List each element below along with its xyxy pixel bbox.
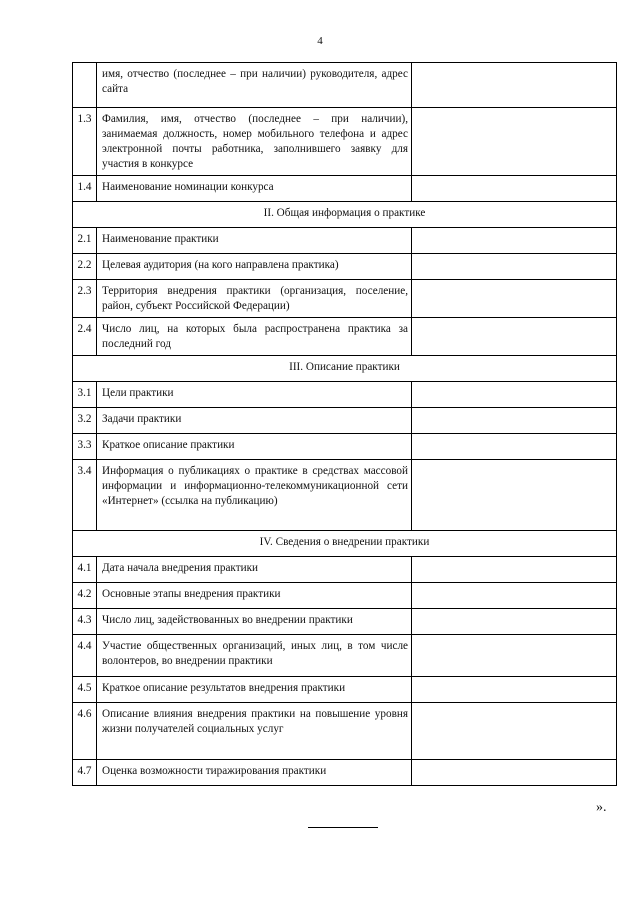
row-label: имя, отчество (последнее – при наличии) руководителя, адрес сайта [97,63,412,108]
section-header-row [73,356,617,382]
answer-cell[interactable] [412,63,617,108]
row-label: Число лиц, на которых была распространена практика за последний год [97,318,412,356]
answer-cell[interactable] [412,108,617,176]
answer-cell[interactable] [412,280,617,318]
row-label: Основные этапы внедрения практики [97,583,412,609]
form-row [73,583,617,609]
row-number: 4.7 [73,760,97,786]
form-row [73,635,617,677]
row-number: 4.6 [73,703,97,760]
answer-cell[interactable] [412,557,617,583]
row-number: 2.2 [73,254,97,280]
end-rule [308,827,378,828]
row-number: 3.4 [73,460,97,531]
row-number: 1.4 [73,176,97,202]
section-header-row [73,202,617,228]
row-label: Цели практики [97,382,412,408]
page-number: 4 [317,35,323,47]
answer-cell[interactable] [412,760,617,786]
form-row [73,176,617,202]
form-row [73,703,617,760]
form-row [73,609,617,635]
row-label: Краткое описание практики [97,434,412,460]
answer-cell[interactable] [412,254,617,280]
form-row [73,318,617,356]
form-row [73,677,617,703]
answer-cell[interactable] [412,408,617,434]
row-number: 2.1 [73,228,97,254]
row-label: Оценка возможности тиражирования практики [97,760,412,786]
answer-cell[interactable] [412,382,617,408]
form-row [73,434,617,460]
row-label: Наименование номинации конкурса [97,176,412,202]
row-label: Участие общественных организаций, иных лиц, в том числе волонтеров, во внедрении практики [97,635,412,677]
form-row [73,760,617,786]
form-row [73,408,617,434]
row-number: 4.4 [73,635,97,677]
row-number: 4.5 [73,677,97,703]
row-label: Информация о публикациях о практике в средствах массовой информации и информационно-телекоммуникационной сети «Интернет» (ссылка на публикацию) [97,460,412,531]
answer-cell[interactable] [412,460,617,531]
row-number: 1.3 [73,108,97,176]
section-header-row [73,531,617,557]
answer-cell[interactable] [412,228,617,254]
form-row [73,108,617,176]
row-label: Территория внедрения практики (организация, поселение, район, субъект Российской Федерации) [97,280,412,318]
row-number: 4.3 [73,609,97,635]
form-row [73,254,617,280]
row-label: Число лиц, задействованных во внедрении практики [97,609,412,635]
answer-cell[interactable] [412,176,617,202]
answer-cell[interactable] [412,703,617,760]
application-form-table [72,62,617,786]
answer-cell[interactable] [412,677,617,703]
form-row [73,460,617,531]
form-row [73,280,617,318]
form-row [73,228,617,254]
form-row [73,63,617,108]
row-number: 4.1 [73,557,97,583]
row-label: Целевая аудитория (на кого направлена практика) [97,254,412,280]
form-row [73,382,617,408]
answer-cell[interactable] [412,318,617,356]
answer-cell[interactable] [412,609,617,635]
row-number: 2.4 [73,318,97,356]
row-number: 3.1 [73,382,97,408]
row-label: Дата начала внедрения практики [97,557,412,583]
answer-cell[interactable] [412,434,617,460]
section-title: IV. Сведения о внедрении практики [73,531,617,557]
row-label: Описание влияния внедрения практики на повышение уровня жизни получателей социальных услуг [97,703,412,760]
row-label: Краткое описание результатов внедрения практики [97,677,412,703]
section-title: II. Общая информация о практике [73,202,617,228]
answer-cell[interactable] [412,635,617,677]
row-label: Задачи практики [97,408,412,434]
row-label: Фамилия, имя, отчество (последнее – при наличии), занимаемая должность, номер мобильного телефона и адрес электронной почты работника, заполнившего заявку для участия в конкурсе [97,108,412,176]
row-label: Наименование практики [97,228,412,254]
row-number [73,63,97,108]
answer-cell[interactable] [412,583,617,609]
row-number: 2.3 [73,280,97,318]
row-number: 4.2 [73,583,97,609]
section-title: III. Описание практики [73,356,617,382]
form-row [73,557,617,583]
closing-quote-mark: ». [596,800,607,815]
row-number: 3.2 [73,408,97,434]
row-number: 3.3 [73,434,97,460]
